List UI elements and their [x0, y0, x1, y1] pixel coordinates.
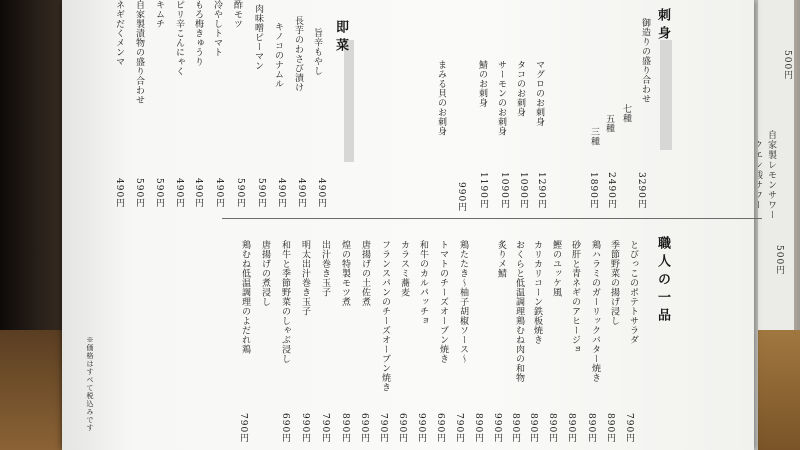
shade-bar-sokusai [344, 40, 354, 162]
shade-bar-sashimi [660, 40, 672, 150]
sokusai-item-name: ネギだくメンマ [114, 0, 124, 67]
sashimi-variant-price: 1890円 [588, 172, 598, 209]
shokunin-item-price: 690円 [280, 413, 290, 444]
sokusai-item-price: 590円 [154, 178, 164, 209]
sashimi-item-name: まみる貝のお刺身 [436, 60, 446, 136]
section-heading-sashimi: 刺身 [655, 8, 670, 44]
sokusai-item-name: ピリ辛こんにゃく [174, 0, 184, 76]
sashimi-item-price: 1190円 [478, 172, 488, 209]
shokunin-item-price: 990円 [492, 413, 502, 444]
shokunin-item-name: 鶏むね低温調理のよだれ鶏 [240, 240, 250, 354]
shokunin-item-name: カリカリコーン鉄板焼き [532, 240, 542, 345]
sashimi-item-price: 1090円 [518, 172, 528, 209]
shokunin-item-name: 出汁巻き玉子 [320, 240, 330, 297]
sokusai-item-price: 490円 [114, 178, 124, 209]
shokunin-item-price: 790円 [624, 413, 634, 444]
wooden-ledge-left [0, 330, 70, 450]
sashimi-variant-price: 2490円 [606, 172, 616, 209]
shokunin-item-name: おくらと低温調理鶏むね肉の和物 [514, 240, 524, 383]
shokunin-item-name: 季節野菜の揚げ浸し [609, 240, 619, 326]
sokusai-item-name: 冷やしトマト [212, 0, 222, 57]
drink-card-price-top: 500円 [782, 50, 792, 81]
shokunin-item-price: 890円 [605, 413, 615, 444]
shokunin-item-price: 890円 [473, 413, 483, 444]
sashimi-item-name: サーモンのお刺身 [496, 60, 506, 136]
sokusai-item-name: 長芋のわさび漬け [293, 16, 303, 92]
sashimi-variant-label: 五種 [604, 114, 614, 133]
sokusai-item-price: 490円 [276, 178, 286, 209]
shokunin-item-price: 790円 [320, 413, 330, 444]
shokunin-item-price: 890円 [340, 413, 350, 444]
sokusai-item-name: キノコのナムル [273, 22, 283, 89]
shokunin-item-name: トマトのチーズオーブン焼き [438, 240, 448, 364]
shokunin-item-name: 砂肝と青ネギのアヒージョ [570, 240, 580, 354]
shokunin-item-price: 690円 [359, 413, 369, 444]
sokusai-item-price: 490円 [174, 178, 184, 209]
sashimi-item-name: 御造りの盛り合わせ [640, 18, 650, 104]
shokunin-item-price: 890円 [510, 413, 520, 444]
shokunin-item-price: 990円 [300, 413, 310, 444]
shokunin-item-price: 890円 [528, 413, 538, 444]
shokunin-item-price: 890円 [547, 413, 557, 444]
shokunin-item-price: 790円 [238, 413, 248, 444]
shokunin-item-price: 690円 [435, 413, 445, 444]
sashimi-item-name: マグロのお刺身 [534, 60, 544, 127]
shokunin-item-price: 790円 [378, 413, 388, 444]
sokusai-item-name: もろ梅きゅうり [193, 0, 203, 67]
shokunin-item-name: 炙りメ鯖 [496, 240, 506, 278]
shokunin-item-name: 和牛と季節野菜のしゃぶ浸し [280, 240, 290, 364]
sashimi-item-price: 990円 [456, 182, 466, 213]
sashimi-variant-label: 七種 [621, 104, 631, 123]
shokunin-item-name: 鶏たたき～柚子胡椒ソース～ [458, 240, 468, 364]
sashimi-item-name: 鯖のお刺身 [477, 60, 487, 108]
menu-sheet [62, 0, 754, 450]
shokunin-item-name: フランスパンのチーズオーブン焼き [380, 240, 390, 392]
shokunin-item-price: 890円 [566, 413, 576, 444]
sashimi-item-name: タコのお刺身 [515, 60, 525, 117]
sokusai-item-price: 590円 [256, 178, 266, 209]
sashimi-item-price: 1090円 [499, 172, 509, 209]
section-heading-sokusai: 即菜 [333, 20, 348, 56]
drink-card-item-1: 自家製レモンサワー [766, 130, 776, 220]
drink-card-price-bottom: 500円 [774, 245, 784, 276]
shokunin-item-name: 鰹のユッケ風 [551, 240, 561, 297]
shokunin-item-name: とびっこのポテトサラダ [628, 240, 638, 345]
section-heading-shokunin: 職人の一品 [655, 236, 670, 326]
shokunin-item-name: カラスミ蕎麦 [399, 240, 409, 297]
section-divider [222, 218, 762, 219]
shokunin-item-name: 鶏ハラミのガーリックバター焼き [590, 240, 600, 383]
sokusai-item-price: 490円 [193, 178, 203, 209]
sokusai-item-name: 肉味噌ピーマン [253, 4, 263, 71]
sokusai-item-name: キムチ [154, 0, 164, 29]
shokunin-item-price: 690円 [397, 413, 407, 444]
tax-included-note: ※価格はすべて税込みです [86, 336, 94, 432]
sokusai-item-name: 自家製漬物の盛り合わせ [134, 0, 144, 105]
shokunin-item-name: 煌の特製モツ煮 [340, 240, 350, 307]
sashimi-item-price: 1290円 [536, 172, 546, 209]
sokusai-item-price: 590円 [134, 178, 144, 209]
shokunin-item-name: 明太出汁巻き玉子 [300, 240, 310, 316]
sokusai-item-price: 490円 [214, 178, 224, 209]
sokusai-item-name: 酢モツ [232, 0, 242, 29]
shokunin-item-price: 990円 [416, 413, 426, 444]
sokusai-item-name: 旨辛もやし [312, 28, 322, 76]
sashimi-variant-price: 3290円 [636, 172, 646, 209]
shokunin-item-name: 唐揚げの土佐煮 [360, 240, 370, 307]
shokunin-item-price: 790円 [454, 413, 464, 444]
sokusai-item-price: 590円 [235, 178, 245, 209]
shokunin-item-price: 890円 [586, 413, 596, 444]
sashimi-variant-label: 三種 [589, 127, 599, 146]
shokunin-item-name: 唐揚げの煮浸し [260, 240, 270, 307]
shokunin-item-name: 和牛のカルパッチョ [418, 240, 428, 326]
sokusai-item-price: 490円 [316, 178, 326, 209]
sokusai-item-price: 490円 [296, 178, 306, 209]
